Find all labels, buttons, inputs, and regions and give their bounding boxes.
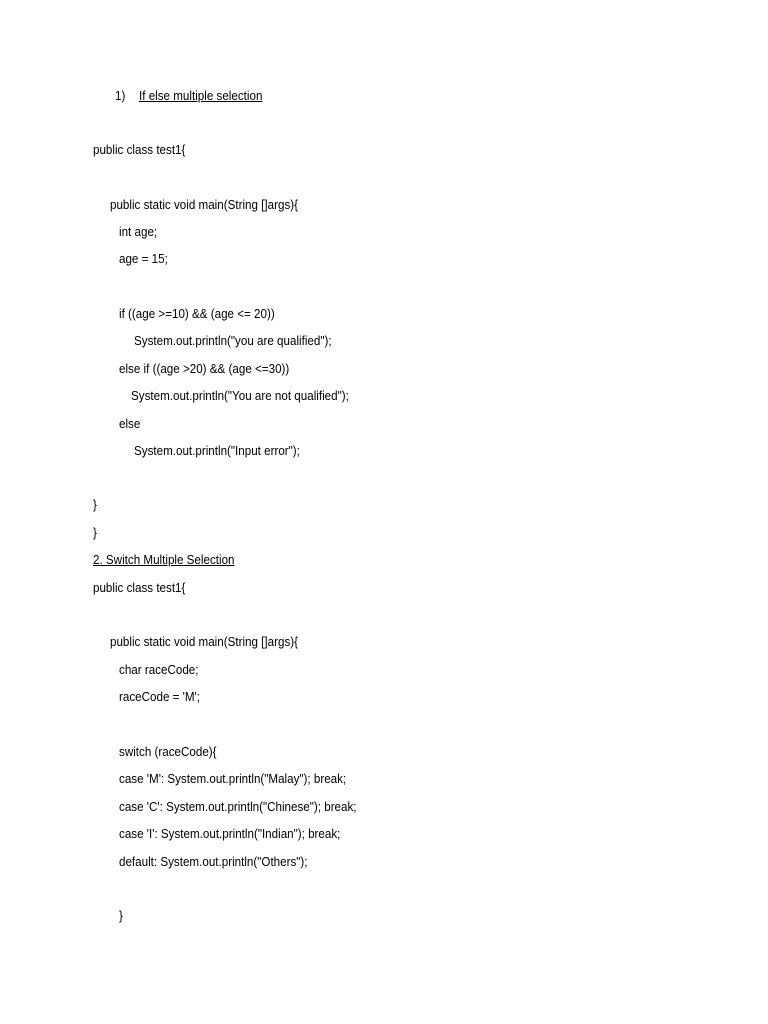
code-line: System.out.println("you are qualified"); <box>134 334 332 348</box>
code-line: else <box>119 417 141 431</box>
code-line: else if ((age >20) && (age <=30)) <box>119 362 290 376</box>
code-line: public static void main(String []args){ <box>110 635 299 649</box>
code-line: case 'I': System.out.println("Indian"); break; <box>119 827 341 841</box>
code-line: System.out.println("Input error"); <box>134 444 300 458</box>
code-line: public static void main(String []args){ <box>110 198 299 212</box>
code-line: if ((age >=10) && (age <= 20)) <box>119 307 275 321</box>
code-line: } <box>93 498 97 512</box>
code-line: case 'M': System.out.println("Malay"); break; <box>119 772 347 786</box>
code-line: age = 15; <box>119 252 168 266</box>
code-line: default: System.out.println("Others"); <box>119 855 308 869</box>
code-line: raceCode = 'M'; <box>119 690 201 704</box>
code-line: System.out.println("You are not qualified"); <box>131 389 349 403</box>
code-line: char raceCode; <box>119 663 199 677</box>
code-line: public class test1{ <box>93 143 186 157</box>
code-line: } <box>119 909 123 923</box>
section2-heading: 2. Switch Multiple Selection <box>93 553 235 567</box>
section1-number: 1) <box>115 89 126 103</box>
code-line: case 'C': System.out.println("Chinese"); break; <box>119 800 357 814</box>
code-line: switch (raceCode){ <box>119 745 217 759</box>
section1-heading: If else multiple selection <box>139 89 263 103</box>
code-line: public class test1{ <box>93 581 186 595</box>
code-line: int age; <box>119 225 158 239</box>
code-line: } <box>93 526 97 540</box>
